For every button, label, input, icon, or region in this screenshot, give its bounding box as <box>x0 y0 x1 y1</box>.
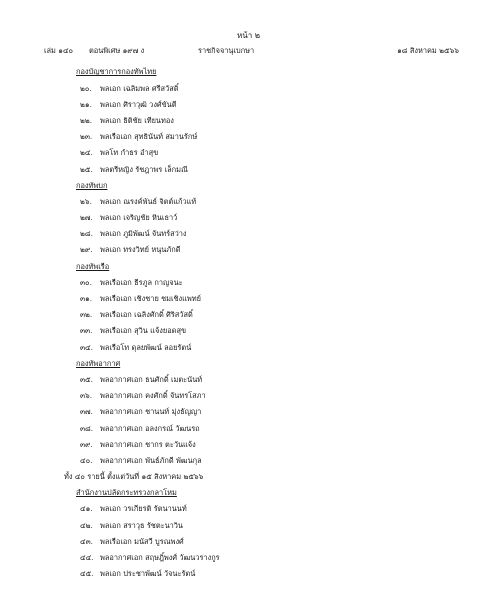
list-item <box>60 323 480 339</box>
list-item <box>60 404 480 420</box>
item-name: พลอากาศเอก ชานนท์ มุ่งธัญญา <box>100 407 202 417</box>
header-date: ๑๘ สิงหาคม ๒๕๖๖ <box>397 46 459 55</box>
list-item <box>60 161 480 177</box>
section-heading-text: กองทัพบก <box>76 180 108 190</box>
item-number: ๒๙. <box>80 245 93 255</box>
item-name: พลเอก ธิติชัย เทียนทอง <box>100 115 174 125</box>
item-number: ๒๑. <box>80 99 92 109</box>
list-item <box>60 226 480 242</box>
item-name: พลอากาศเอก สฤษฎิ์พงศ์ วัฒนวรางกูร <box>100 553 220 563</box>
list-item <box>60 501 480 517</box>
section-heading-text: กองบัญชาการกองทัพไทย <box>76 67 157 77</box>
item-number: ๓๑. <box>80 294 93 304</box>
gazette-header <box>44 47 459 59</box>
item-number: ๒๒. <box>80 115 93 125</box>
item-name: พลเรือเอก สุวิน แจ้งยอดสุข <box>100 326 187 336</box>
item-number: ๒๘. <box>80 229 93 239</box>
list-item <box>60 388 480 404</box>
item-name: พลเอก ทรงวิทย์ หนุนภักดี <box>100 245 181 255</box>
list-item <box>60 339 480 355</box>
item-name: พลเรือเอก สุทธินันท์ สมานรักษ์ <box>100 132 198 142</box>
section-heading <box>60 177 480 193</box>
list-item <box>60 550 480 566</box>
item-number: ๓๘. <box>80 423 94 433</box>
summary-text: ทั้ง ๔๐ รายนี้ ตั้งแต่วันที่ ๑๕ สิงหาคม ๒๕๖๖ <box>64 472 204 482</box>
item-number: ๒๕. <box>80 164 93 174</box>
section-heading-text: กองทัพอากาศ <box>76 358 121 368</box>
item-number: ๒๗. <box>80 213 93 223</box>
item-number: ๓๒. <box>80 310 93 320</box>
section-heading <box>60 64 480 80</box>
item-number: ๒๓. <box>80 132 93 142</box>
list-item <box>60 436 480 452</box>
item-number: ๔๓. <box>80 536 93 546</box>
item-name: พลเอก ประชาพัฒน์ วัจนะรัตน์ <box>100 569 196 579</box>
section-heading-text: สำนักงานปลัดกระทรวงกลาโหม <box>76 488 177 498</box>
list-item <box>60 129 480 145</box>
summary-line <box>60 469 480 485</box>
item-name: พลเอก เจริญชัย หินเธาว์ <box>100 213 178 223</box>
item-number: ๓๗. <box>80 407 93 417</box>
item-name: พลเอก ณรงค์พันธ์ จิตต์แก้วแท้ <box>100 196 197 206</box>
item-number: ๒๔. <box>80 148 93 158</box>
item-number: ๓๙. <box>80 439 93 449</box>
header-publication: ราชกิจจานุเบกษา <box>198 46 255 55</box>
page-number: หน้า ๒ <box>236 31 261 40</box>
item-name: พลเรือโท ดุลยพัฒน์ ลอยรัตน์ <box>100 342 192 352</box>
list-item <box>60 517 480 533</box>
section-heading <box>60 485 480 501</box>
list-item <box>60 96 480 112</box>
item-number: ๔๒. <box>80 520 93 530</box>
item-name: พลเอก สราวุธ รัชตะนาวิน <box>100 520 183 530</box>
item-name: พลอากาศเอก ธนศักดิ์ เมตะนันท์ <box>100 374 203 384</box>
header-issue: ตอนพิเศษ ๑๙๗ ง <box>89 46 145 55</box>
item-number: ๓๓. <box>80 326 93 336</box>
list-item <box>60 80 480 96</box>
item-number: ๔๑. <box>80 504 93 514</box>
list-item <box>60 566 480 582</box>
item-number: ๔๔. <box>80 553 94 563</box>
list-item <box>60 307 480 323</box>
list-item <box>60 453 480 469</box>
list-item <box>60 113 480 129</box>
header-volume: เล่ม ๑๔๐ <box>44 46 74 55</box>
item-name: พลเอก วรเกียรติ รัตนานนท์ <box>100 504 187 514</box>
list-item <box>60 420 480 436</box>
item-name: พลอากาศเอก อลงกรณ์ วัฒนรถ <box>100 423 200 433</box>
item-name: พลอากาศเอก ชากร ตะวันแจ้ง <box>100 439 196 449</box>
item-number: ๓๖. <box>80 391 93 401</box>
item-name: พลอากาศเอก พันธ์ภักดี พัฒนกุล <box>100 455 202 465</box>
section-heading-text: กองทัพเรือ <box>76 261 110 271</box>
item-number: ๒๐. <box>80 83 92 93</box>
item-name: พลเรือเอก มนัสวี บูรณพงศ์ <box>100 536 184 546</box>
item-number: ๓๐. <box>80 277 92 287</box>
item-name: พลเรือเอก เฉลิงศักดิ์ ศิริสวัสดิ์ <box>100 310 193 320</box>
item-name: พลโท กำธร อำสุข <box>100 148 159 158</box>
list-item <box>60 210 480 226</box>
document-body <box>60 64 480 582</box>
item-name: พลเรือเอก ธีรภูล กาญจนะ <box>100 277 183 287</box>
item-number: ๔๕. <box>80 569 94 579</box>
item-number: ๒๖. <box>80 196 92 206</box>
item-name: พลตรีหญิง รัชฎาพร เล็กมณี <box>100 164 188 174</box>
list-item <box>60 274 480 290</box>
section-heading <box>60 258 480 274</box>
item-name: พลเอก ศิราวุฒิ วงศ์ขันตี <box>100 99 177 109</box>
item-number: ๓๔. <box>80 342 93 352</box>
list-item <box>60 372 480 388</box>
list-item <box>60 145 480 161</box>
item-name: พลเอก เฉลิมพล ศรีสวัสดิ์ <box>100 83 179 93</box>
list-item <box>60 533 480 549</box>
item-name: พลเอก ภูมิพัฒน์ จันทร์สว่าง <box>100 229 187 239</box>
item-number: ๔๐. <box>80 455 93 465</box>
item-name: พลเรือเอก เชิงชาย ชมเชิงแพทย์ <box>100 294 201 304</box>
item-name: พลอากาศเอก คงศักดิ์ จันทรโสภา <box>100 391 206 401</box>
item-number: ๓๕. <box>80 374 93 384</box>
list-item <box>60 242 480 258</box>
list-item <box>60 194 480 210</box>
list-item <box>60 291 480 307</box>
section-heading <box>60 355 480 371</box>
